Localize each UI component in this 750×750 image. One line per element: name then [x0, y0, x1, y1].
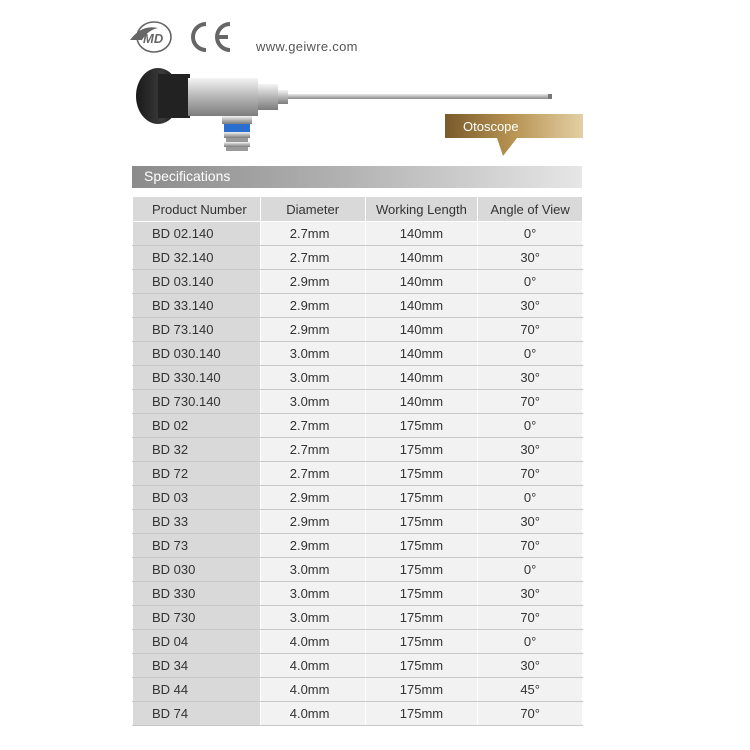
- cell-product-number: BD 72: [133, 462, 261, 486]
- ce-mark-icon: [184, 18, 236, 56]
- cell-angle-of-view: 0°: [478, 222, 583, 246]
- cell-angle-of-view: 70°: [478, 462, 583, 486]
- cell-product-number: BD 02.140: [133, 222, 261, 246]
- cell-diameter: 2.7mm: [260, 414, 365, 438]
- cell-angle-of-view: 30°: [478, 654, 583, 678]
- cell-product-number: BD 04: [133, 630, 261, 654]
- table-row: [133, 654, 583, 678]
- specifications-table: [132, 196, 583, 726]
- table-row: [133, 294, 583, 318]
- cell-working-length: 175mm: [365, 702, 478, 726]
- cell-working-length: 140mm: [365, 222, 478, 246]
- cell-working-length: 175mm: [365, 438, 478, 462]
- cell-product-number: BD 730.140: [133, 390, 261, 414]
- table-row: [133, 222, 583, 246]
- cell-product-number: BD 030: [133, 558, 261, 582]
- cell-product-number: BD 330.140: [133, 366, 261, 390]
- cell-working-length: 175mm: [365, 630, 478, 654]
- cell-product-number: BD 44: [133, 678, 261, 702]
- cell-diameter: 3.0mm: [260, 342, 365, 366]
- table-row: [133, 678, 583, 702]
- cell-working-length: 175mm: [365, 462, 478, 486]
- cell-diameter: 3.0mm: [260, 366, 365, 390]
- cell-diameter: 3.0mm: [260, 390, 365, 414]
- cell-product-number: BD 32.140: [133, 246, 261, 270]
- table-row: [133, 318, 583, 342]
- cell-product-number: BD 32: [133, 438, 261, 462]
- cell-angle-of-view: 70°: [478, 390, 583, 414]
- cell-angle-of-view: 0°: [478, 270, 583, 294]
- table-row: [133, 558, 583, 582]
- cell-product-number: BD 030.140: [133, 342, 261, 366]
- cell-working-length: 140mm: [365, 366, 478, 390]
- cell-angle-of-view: 0°: [478, 414, 583, 438]
- cell-angle-of-view: 70°: [478, 606, 583, 630]
- cell-diameter: 2.7mm: [260, 222, 365, 246]
- cell-angle-of-view: 0°: [478, 630, 583, 654]
- table-header-row: [133, 197, 583, 222]
- section-title: Specifications: [144, 168, 231, 184]
- cell-diameter: 2.9mm: [260, 534, 365, 558]
- cell-working-length: 140mm: [365, 246, 478, 270]
- table-row: [133, 702, 583, 726]
- cell-diameter: 2.9mm: [260, 270, 365, 294]
- table-row: [133, 270, 583, 294]
- website-url: www.geiwre.com: [256, 39, 358, 54]
- cell-angle-of-view: 30°: [478, 246, 583, 270]
- table-row: [133, 462, 583, 486]
- cell-working-length: 175mm: [365, 654, 478, 678]
- table-row: [133, 246, 583, 270]
- table-row: [133, 342, 583, 366]
- cell-angle-of-view: 0°: [478, 558, 583, 582]
- cell-product-number: BD 73.140: [133, 318, 261, 342]
- cell-working-length: 175mm: [365, 534, 478, 558]
- cell-working-length: 140mm: [365, 270, 478, 294]
- cell-diameter: 4.0mm: [260, 702, 365, 726]
- cell-diameter: 4.0mm: [260, 630, 365, 654]
- cell-diameter: 2.7mm: [260, 438, 365, 462]
- cell-diameter: 2.9mm: [260, 318, 365, 342]
- cell-angle-of-view: 30°: [478, 582, 583, 606]
- cell-working-length: 140mm: [365, 294, 478, 318]
- cell-angle-of-view: 0°: [478, 342, 583, 366]
- cell-angle-of-view: 30°: [478, 510, 583, 534]
- cell-angle-of-view: 70°: [478, 318, 583, 342]
- table-row: [133, 534, 583, 558]
- cell-angle-of-view: 0°: [478, 486, 583, 510]
- cell-product-number: BD 74: [133, 702, 261, 726]
- cell-diameter: 3.0mm: [260, 558, 365, 582]
- cell-product-number: BD 330: [133, 582, 261, 606]
- cell-working-length: 175mm: [365, 510, 478, 534]
- cell-angle-of-view: 30°: [478, 438, 583, 462]
- table-row: [133, 606, 583, 630]
- cell-product-number: BD 73: [133, 534, 261, 558]
- cell-product-number: BD 730: [133, 606, 261, 630]
- table-row: [133, 630, 583, 654]
- svg-text:MD: MD: [143, 31, 164, 46]
- header-working-length: Working Length: [365, 197, 478, 222]
- table-row: [133, 486, 583, 510]
- cell-working-length: 175mm: [365, 558, 478, 582]
- cell-working-length: 175mm: [365, 678, 478, 702]
- header-angle-of-view: Angle of View: [478, 197, 583, 222]
- table-row: [133, 582, 583, 606]
- cell-working-length: 140mm: [365, 390, 478, 414]
- cell-angle-of-view: 30°: [478, 366, 583, 390]
- cell-product-number: BD 02: [133, 414, 261, 438]
- cell-diameter: 3.0mm: [260, 606, 365, 630]
- cell-diameter: 2.9mm: [260, 486, 365, 510]
- header-product-number: Product Number: [133, 197, 261, 222]
- cell-angle-of-view: 70°: [478, 702, 583, 726]
- cell-angle-of-view: 30°: [478, 294, 583, 318]
- cell-working-length: 175mm: [365, 486, 478, 510]
- table-row: [133, 438, 583, 462]
- cell-diameter: 2.9mm: [260, 294, 365, 318]
- cell-working-length: 140mm: [365, 318, 478, 342]
- cell-diameter: 4.0mm: [260, 678, 365, 702]
- cell-product-number: BD 33: [133, 510, 261, 534]
- header-diameter: Diameter: [260, 197, 365, 222]
- md-logo-icon: [128, 20, 174, 54]
- cell-diameter: 2.7mm: [260, 246, 365, 270]
- cell-product-number: BD 03: [133, 486, 261, 510]
- table-row: [133, 366, 583, 390]
- cell-working-length: 175mm: [365, 414, 478, 438]
- cell-working-length: 140mm: [365, 342, 478, 366]
- table-row: [133, 510, 583, 534]
- cell-diameter: 2.7mm: [260, 462, 365, 486]
- cell-working-length: 175mm: [365, 606, 478, 630]
- cell-diameter: 2.9mm: [260, 510, 365, 534]
- cell-diameter: 4.0mm: [260, 654, 365, 678]
- cell-angle-of-view: 70°: [478, 534, 583, 558]
- cell-product-number: BD 33.140: [133, 294, 261, 318]
- cell-diameter: 3.0mm: [260, 582, 365, 606]
- cell-product-number: BD 03.140: [133, 270, 261, 294]
- table-row: [133, 390, 583, 414]
- cell-working-length: 175mm: [365, 582, 478, 606]
- badge-label: Otoscope: [463, 119, 519, 134]
- cell-angle-of-view: 45°: [478, 678, 583, 702]
- cell-product-number: BD 34: [133, 654, 261, 678]
- table-row: [133, 414, 583, 438]
